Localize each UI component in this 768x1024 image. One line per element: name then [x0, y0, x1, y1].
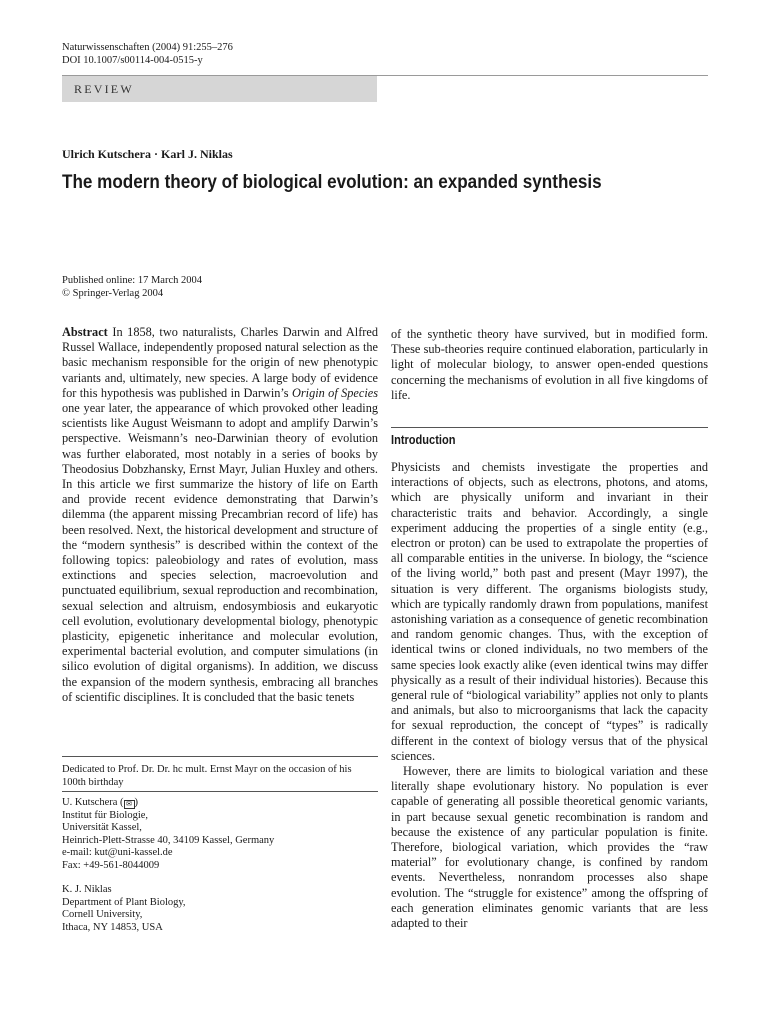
article-title: The modern theory of biological evolution: an expanded synthesis [62, 172, 602, 193]
introduction-rule [391, 427, 708, 428]
second-address [62, 884, 378, 934]
abstract-book-title: Origin of Species [292, 385, 378, 400]
author-line: Ulrich Kutschera · Karl J. Niklas [62, 147, 233, 161]
address1-name [62, 797, 378, 810]
address2-line: Cornell University, [62, 909, 143, 920]
address2-line: Department of Plant Biology, [62, 896, 186, 908]
published-online: Published online: 17 March 2004 [62, 275, 202, 286]
journal-doi: DOI 10.1007/s00114-004-0515-y [62, 55, 203, 66]
address-rule [62, 791, 378, 792]
address1-name-close: ) [134, 797, 139, 808]
introduction-paragraph-1: Physicists and chemists investigate the properties and interactions of objects, such as electrons, photons, and atoms, which are physically uniform and invariant in their characteristic traits and behavior. Accordingly, a single experiment adducing the properties of a single entity (e.g., electron or proton) can be used to extrapolate the properties of all comparable entities in the universe. In biology, the “science of the living world,” both past and present (Mayr 1997), the situation is very different. The organisms biologists study, which are typically randomly drawn from populations, manifest astonishing variation as a consequence of genetic recombination and random genomic changes. Thus, with the exception of identical twins or cloned individuals, no two members of the same species look exactly alike (even identical twins may differ physically as a result of their individual histories). Because this general rule of “biological variability” applies not only to plants and animals, but also to microorganisms that lack the capacity for sexual reproduction, the concept of “types” is radically different in the context of biology versus that of the physical sciences. [391, 460, 708, 763]
address1-line: Institut für Biologie, [62, 809, 149, 821]
dedication: Dedicated to Prof. Dr. Dr. hc mult. Ernst Mayr on the occasion of his 100th birthday [62, 764, 352, 788]
address2-line: K. J. Niklas [62, 884, 112, 895]
introduction-paragraph-2: However, there are limits to biological variation and these literally shape evolutionary history. No population is ever capable of generating all possible theoretical genomic variants, in part because sexual genetic recombination is random and because the existence of any particular population is finite. Therefore, biological variation, which provides the “raw material” for evolutionary change, is confined by random events. Nevertheless, nonrandom processes also shape evolution. The “struggle for existence” among the offspring of each generation eliminates genomic variants that are less adapted to their [391, 764, 708, 931]
journal-citation: Naturwissenschaften (2004) 91:255–276 [62, 42, 233, 53]
footnote-rule [62, 756, 378, 757]
abstract-continuation [391, 327, 708, 403]
copyright-line: © Springer-Verlag 2004 [62, 288, 164, 299]
abstract-text-part2: one year later, the appearance of which provoked other leading scientists like August Weismann to adopt and amplify Darwin’s perspective. Weismann’s neo-Darwinian theory of evolution was further elaborated, most notably in a series of books by Theodosius Dobzhansky, Ernst Mayr, Julian Huxley and others. In this article we first summarize the history of life on Earth and provide recent evidence demonstrating that Darwin’s dilemma (the apparent missing Precambrian record of life) has been resolved. Next, the historical development and structure of the “modern synthesis” is described within the context of the following topics: paleobiology and rates of evolution, mass extinctions and species selection, macroevolution and punctuated equilibrium, sexual reproduction and recombination, sexual selection and altruism, endosymbiosis and eukaryotic cell evolution, evolutionary developmental biology, phenotypic plasticity, epigenetic inheritance and molecular evolution, experimental bacterial evolution, and computer simulations (in silico evolution of digital organisms). In addition, we discuss the expansion of the modern synthesis, embracing all branches of scientific disciplines. It is concluded that the basic tenets [62, 401, 378, 704]
introduction-heading: Introduction [391, 432, 456, 447]
address2-line: Ithaca, NY 14853, USA [62, 921, 163, 933]
abstract-continuation-text: of the synthetic theory have survived, but in modified form. These sub-theories require continued elaboration, particularly in light of molecular biology, to answer open-ended questions concerning the mechanisms of evolution in all five kingdoms of life. [391, 327, 708, 402]
address1-name-text: U. Kutschera ( [62, 797, 124, 808]
section-label: REVIEW [74, 82, 134, 96]
envelope-icon: ✉ [124, 800, 135, 809]
publication-info [62, 274, 202, 300]
address1-line: Heinrich-Plett-Strasse 40, 34109 Kassel, Germany [62, 834, 275, 846]
introduction-body [391, 460, 708, 931]
abstract-text-part1: In 1858, two naturalists, Charles Darwin and Alfred Russel Wallace, independently proposed natural selection as the basic mechanism responsible for the origin of new phenotypic variants and, ultimately, new species. A large body of evidence for this hypothesis was published in Darwin’s [62, 325, 379, 400]
corresponding-address [62, 797, 378, 872]
abstract-block [62, 325, 378, 705]
address1-fax: Fax: +49-561-8044009 [62, 859, 160, 871]
address1-email[interactable]: e-mail: kut@uni-kassel.de [62, 847, 173, 858]
abstract-heading: Abstract [62, 325, 108, 339]
abstract-paragraph [62, 325, 378, 705]
journal-header [62, 41, 233, 67]
address1-line: Universität Kassel, [62, 822, 142, 833]
